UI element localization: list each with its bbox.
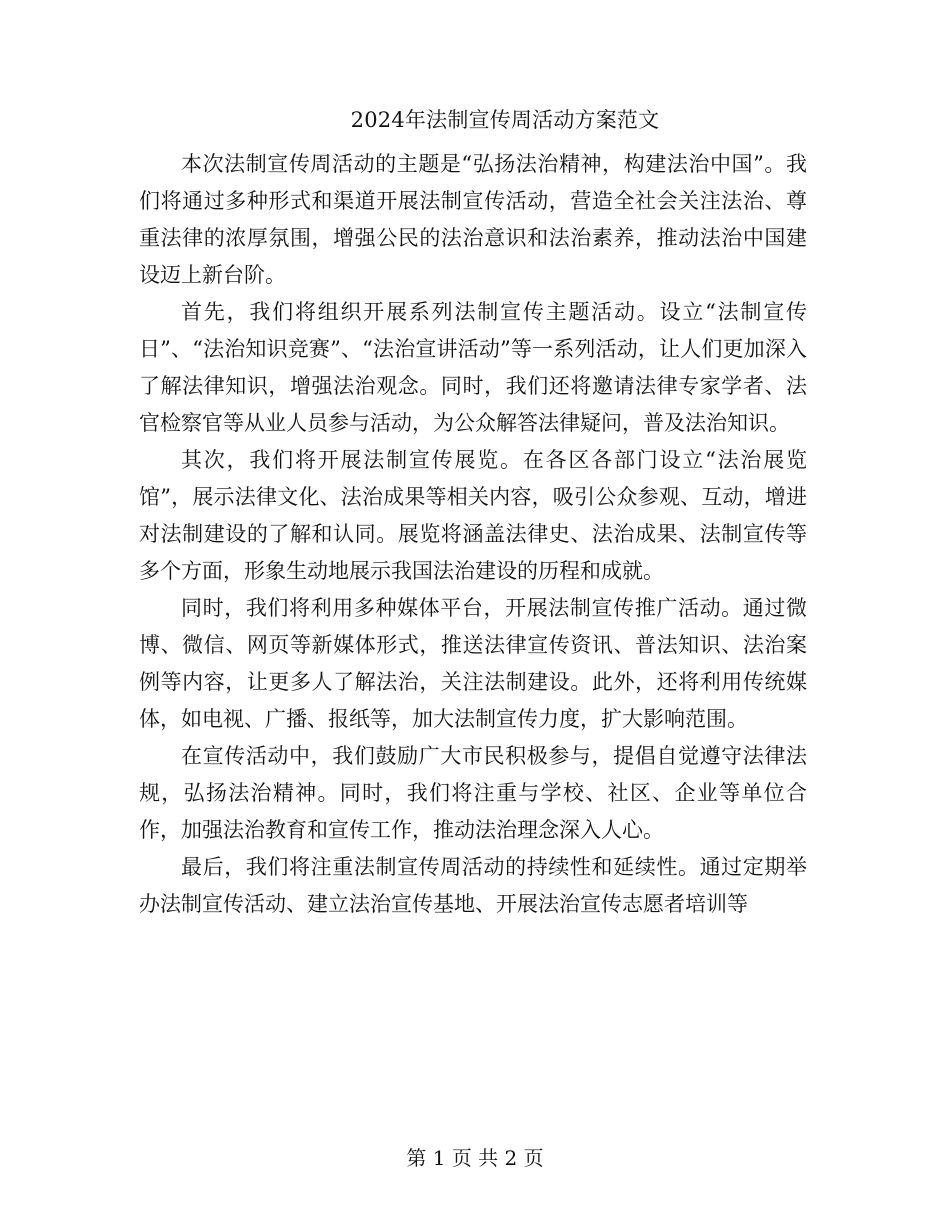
- document-body: [139, 146, 807, 923]
- paragraph-media: 同时，我们将利用多种媒体平台，开展法制宣传推广活动。通过微博、微信、网页等新媒体形式，推送法律宣传资讯、普法知识、法治案例等内容，让更多人了解法治，关注法制建设。此外，还将利用传统媒体，如电视、广播、报纸等，加大法制宣传力度，扩大影响范围。: [139, 596, 807, 731]
- paragraph-second: 其次，我们将开展法制宣传展览。在各区各部门设立“法治展览馆”，展示法律文化、法治成果等相关内容，吸引公众参观、互动，增进对法制建设的了解和认同。展览将涵盖法律史、法治成果、法制宣传等多个方面，形象生动地展示我国法治建设的历程和成就。: [139, 448, 807, 583]
- paragraph-first: 首先，我们将组织开展系列法制宣传主题活动。设立“法制宣传日”、“法治知识竞赛”、“法治宣讲活动”等一系列活动，让人们更加深入了解法律知识，增强法治观念。同时，我们还将邀请法律专家学者、法官检察官等从业人员参与活动，为公众解答法律疑问，普及法治知识。: [139, 300, 807, 435]
- paragraph-theme: 本次法制宣传周活动的主题是“弘扬法治精神，构建法治中国”。我们将通过多种形式和渠道开展法制宣传活动，营造全社会关注法治、尊重法律的浓厚氛围，增强公民的法治意识和法治素养，推动法治中国建设迈上新台阶。: [139, 152, 807, 287]
- page-footer: 第 1 页 共 2 页: [406, 1146, 544, 1170]
- paragraph-final: 最后，我们将注重法制宣传周活动的持续性和延续性。通过定期举办法制宣传活动、建立法治宣传基地、开展法治宣传志愿者培训等: [139, 855, 807, 916]
- paragraph-participation: 在宣传活动中，我们鼓励广大市民积极参与，提倡自觉遵守法律法规，弘扬法治精神。同时，我们将注重与学校、社区、企业等单位合作，加强法治教育和宣传工作，推动法治理念深入人心。: [139, 744, 807, 842]
- document-title: 2024年法制宣传周活动方案范文: [350, 108, 660, 132]
